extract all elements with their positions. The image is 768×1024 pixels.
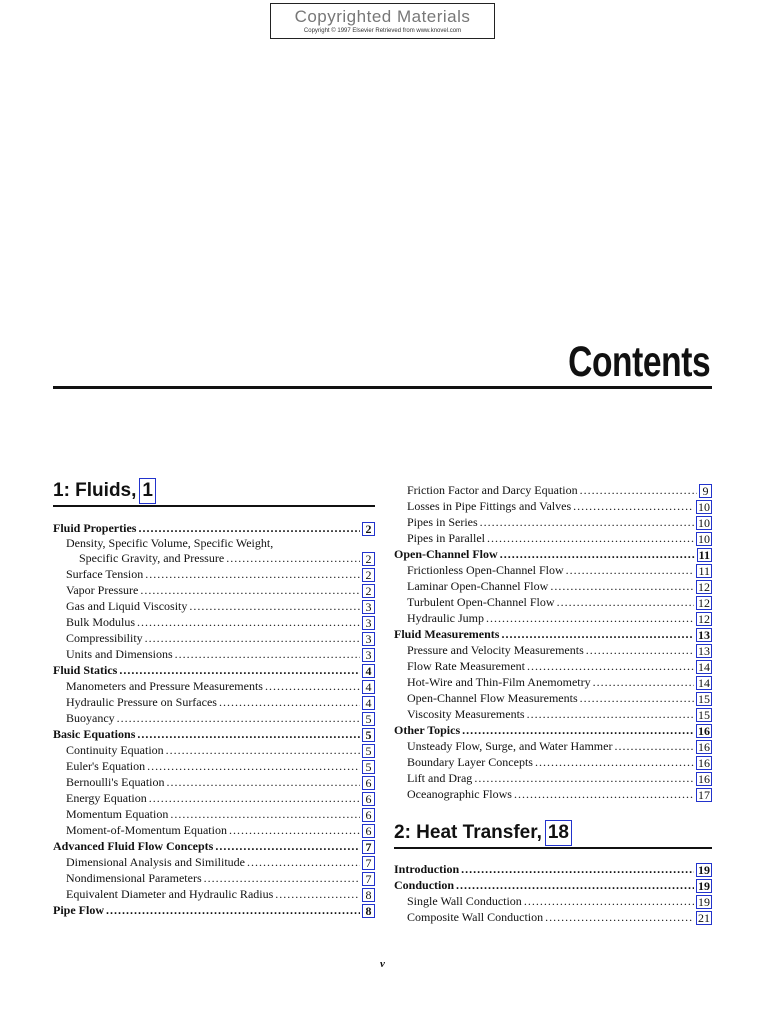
toc-page-link[interactable]: 10 <box>698 516 710 530</box>
toc-entry-title: Units and Dimensions <box>66 647 173 661</box>
toc-entry-title: Fluid Properties <box>53 521 137 535</box>
toc-page-link[interactable]: 7 <box>362 872 375 886</box>
toc-entry <box>53 822 375 838</box>
toc-entry <box>394 594 712 610</box>
toc-entry <box>53 694 375 710</box>
toc-entry-title: Hydraulic Pressure on Surfaces <box>66 695 217 709</box>
dot-leader <box>247 854 360 870</box>
toc-entry-title: Introduction <box>394 862 460 876</box>
toc-entry-title: Boundary Layer Concepts <box>407 755 533 769</box>
dot-leader <box>215 838 360 854</box>
dot-leader <box>137 726 360 742</box>
dot-leader <box>175 646 360 662</box>
toc-entry <box>53 614 375 630</box>
dot-leader <box>545 909 694 925</box>
toc-page-link[interactable]: 4 <box>362 664 375 678</box>
chapter-1-list <box>53 520 375 918</box>
toc-entry-title: Single Wall Conduction <box>407 894 522 908</box>
toc-page-link[interactable]: 15 <box>698 692 710 706</box>
dot-leader <box>535 754 694 770</box>
toc-entry-title: Nondimensional Parameters <box>66 871 202 885</box>
toc-entry-title: Basic Equations <box>53 727 136 741</box>
toc-page-link[interactable]: 8 <box>362 904 375 918</box>
toc-page-link[interactable]: 16 <box>698 756 710 770</box>
dot-leader <box>117 710 360 726</box>
toc-entry <box>394 754 712 770</box>
toc-entry-title: Surface Tension <box>66 567 144 581</box>
toc-page-link[interactable]: 10 <box>698 500 710 514</box>
toc-entry-title: Bernoulli's Equation <box>66 775 165 789</box>
toc-entry-title: Turbulent Open-Channel Flow <box>407 595 555 609</box>
dot-leader <box>461 861 694 877</box>
chapter-1-title: 1: Fluids, <box>53 480 137 501</box>
toc-entry <box>53 582 375 598</box>
toc-page-link[interactable]: 13 <box>698 628 710 642</box>
dot-leader <box>557 594 694 610</box>
toc-entry-title: Energy Equation <box>66 791 147 805</box>
toc-entry <box>53 630 375 646</box>
toc-entry-title: Friction Factor and Darcy Equation <box>407 483 578 497</box>
toc-page-link[interactable]: 5 <box>362 744 375 758</box>
toc-entry <box>394 610 712 626</box>
toc-entry-title: Density, Specific Volume, Specific Weight, <box>66 536 274 550</box>
toc-page-link[interactable]: 6 <box>362 808 375 822</box>
toc-entry <box>394 893 712 909</box>
toc-entry <box>394 909 712 925</box>
toc-page-link[interactable]: 11 <box>698 564 710 578</box>
toc-entry-title: Equivalent Diameter and Hydraulic Radius <box>66 887 274 901</box>
toc-page-link[interactable]: 21 <box>698 911 710 925</box>
dot-leader <box>229 822 360 838</box>
dot-leader <box>166 774 360 790</box>
chapter-2-heading <box>394 820 712 846</box>
toc-entry <box>53 678 375 694</box>
toc-entry <box>394 658 712 674</box>
toc-page-link[interactable]: 5 <box>362 712 375 726</box>
toc-entry-title: Unsteady Flow, Surge, and Water Hammer <box>407 739 613 753</box>
toc-page-link[interactable]: 3 <box>362 632 375 646</box>
dot-leader <box>566 562 695 578</box>
toc-entry <box>53 710 375 726</box>
toc-page-link[interactable]: 12 <box>698 596 710 610</box>
toc-page-link[interactable]: 10 <box>698 532 710 546</box>
toc-entry <box>53 806 375 822</box>
dot-leader <box>527 658 694 674</box>
dot-leader <box>462 722 694 738</box>
toc-page-link[interactable]: 12 <box>698 580 710 594</box>
toc-entry-title: Other Topics <box>394 723 461 737</box>
chapter-1-heading <box>53 478 375 504</box>
toc-page-link[interactable]: 8 <box>362 888 375 902</box>
toc-entry <box>394 642 712 658</box>
dot-leader <box>219 694 360 710</box>
toc-entry-title: Moment-of-Momentum Equation <box>66 823 227 837</box>
toc-page-link[interactable]: 19 <box>698 895 710 909</box>
toc-section-entry <box>394 861 712 877</box>
toc-entry <box>394 482 712 498</box>
toc-entry-title: Gas and Liquid Viscosity <box>66 599 188 613</box>
dot-leader <box>586 642 694 658</box>
dot-leader <box>500 546 695 562</box>
page-title: Contents <box>567 338 710 386</box>
toc-entry <box>394 738 712 754</box>
dot-leader <box>149 790 360 806</box>
toc-section-entry <box>394 722 712 738</box>
dot-leader <box>170 806 360 822</box>
toc-entry <box>394 770 712 786</box>
dot-leader <box>593 674 694 690</box>
toc-entry-title: Hot-Wire and Thin-Film Anemometry <box>407 675 591 689</box>
toc-page-link[interactable]: 12 <box>698 612 710 626</box>
toc-page-link[interactable]: 13 <box>698 644 710 658</box>
dot-leader <box>145 630 360 646</box>
dot-leader <box>106 902 360 918</box>
dot-leader <box>119 662 360 678</box>
chapter-1-page-link[interactable]: 1 <box>139 478 156 504</box>
dot-leader <box>480 514 694 530</box>
toc-entry-title: Viscosity Measurements <box>407 707 525 721</box>
toc-entry-title: Pipes in Parallel <box>407 531 485 545</box>
toc-entry <box>394 530 712 546</box>
dot-leader <box>514 786 694 802</box>
toc-left-column <box>53 478 375 918</box>
toc-entry <box>394 706 712 722</box>
toc-page-link[interactable]: 2 <box>362 552 375 566</box>
dot-leader <box>614 738 694 754</box>
toc-page-link[interactable]: 3 <box>362 600 375 614</box>
toc-page-link[interactable]: 5 <box>362 760 375 774</box>
toc-entry <box>53 566 375 582</box>
toc-entry-title: Compressibility <box>66 631 143 645</box>
dot-leader <box>140 582 360 598</box>
toc-entry-title: Flow Rate Measurement <box>407 659 525 673</box>
toc-entry-title: Laminar Open-Channel Flow <box>407 579 549 593</box>
toc-entry-title: Vapor Pressure <box>66 583 139 597</box>
toc-entry-title: Open-Channel Flow Measurements <box>407 691 578 705</box>
toc-entry-title: Oceanographic Flows <box>407 787 512 801</box>
toc-page-link[interactable]: 11 <box>698 548 710 562</box>
toc-entry <box>394 498 712 514</box>
dot-leader <box>456 877 694 893</box>
dot-leader <box>275 886 360 902</box>
toc-page-link[interactable]: 4 <box>362 680 375 694</box>
toc-entry-title: Composite Wall Conduction <box>407 910 544 924</box>
dot-leader <box>580 482 697 498</box>
toc-entry-title: Momentum Equation <box>66 807 169 821</box>
chapter-2-page-link[interactable]: 18 <box>545 820 572 846</box>
toc-page-link[interactable]: 3 <box>362 616 375 630</box>
dot-leader <box>527 706 694 722</box>
toc-entry-title: Pressure and Velocity Measurements <box>407 643 584 657</box>
toc-right-column <box>394 482 712 925</box>
toc-entry <box>394 690 712 706</box>
toc-page-link[interactable]: 2 <box>362 568 375 582</box>
toc-entry-title: Bulk Modulus <box>66 615 136 629</box>
copyright-title: Copyrighted Materials <box>294 7 471 26</box>
toc-entry <box>53 886 375 902</box>
dot-leader <box>138 520 360 536</box>
dot-leader <box>501 626 694 642</box>
toc-page-link[interactable]: 16 <box>698 772 710 786</box>
toc-entry <box>53 598 375 614</box>
toc-page-link[interactable]: 6 <box>362 824 375 838</box>
toc-page-link[interactable]: 7 <box>362 856 375 870</box>
toc-page-link[interactable]: 2 <box>362 584 375 598</box>
toc-page-link[interactable]: 5 <box>362 728 375 742</box>
toc-page-link[interactable]: 6 <box>362 792 375 806</box>
toc-entry <box>53 790 375 806</box>
dot-leader <box>147 758 360 774</box>
toc-entry <box>53 550 375 566</box>
toc-page-link[interactable]: 9 <box>699 484 712 498</box>
toc-entry-title: Advanced Fluid Flow Concepts <box>53 839 214 853</box>
toc-entry <box>53 742 375 758</box>
dot-leader <box>166 742 360 758</box>
dot-leader <box>580 690 694 706</box>
dot-leader <box>573 498 694 514</box>
toc-page-link[interactable]: 2 <box>362 522 375 536</box>
toc-section-entry <box>53 726 375 742</box>
dot-leader <box>189 598 360 614</box>
toc-entry-title: Hydraulic Jump <box>407 611 484 625</box>
toc-entry-title: Conduction <box>394 878 455 892</box>
dot-leader <box>474 770 694 786</box>
toc-page-link[interactable]: 4 <box>362 696 375 710</box>
toc-entry <box>53 854 375 870</box>
toc-entry-title: Fluid Measurements <box>394 627 500 641</box>
title-rule <box>53 386 712 389</box>
toc-page-link[interactable]: 19 <box>698 879 710 893</box>
dot-leader <box>204 870 360 886</box>
dot-leader <box>550 578 694 594</box>
chapter-1-continued-list <box>394 482 712 802</box>
toc-entry-title: Lift and Drag <box>407 771 473 785</box>
toc-entry-title: Fluid Statics <box>53 663 118 677</box>
toc-page-link[interactable]: 6 <box>362 776 375 790</box>
toc-entry <box>53 870 375 886</box>
toc-page-link[interactable]: 14 <box>698 660 710 674</box>
toc-entry <box>394 514 712 530</box>
toc-entry <box>53 758 375 774</box>
toc-entry-title: Specific Gravity, and Pressure <box>79 551 225 565</box>
toc-page-link[interactable]: 16 <box>698 724 710 738</box>
toc-section-entry <box>53 838 375 854</box>
dot-leader <box>145 566 360 582</box>
toc-page-link[interactable]: 19 <box>698 863 710 877</box>
toc-page-link[interactable]: 3 <box>362 648 375 662</box>
chapter-2-list <box>394 861 712 925</box>
toc-entry-title: Continuity Equation <box>66 743 164 757</box>
toc-entry-title: Euler's Equation <box>66 759 146 773</box>
dot-leader <box>265 678 360 694</box>
toc-entry <box>53 774 375 790</box>
copyright-banner <box>270 3 495 39</box>
toc-entry-title: Pipes in Series <box>407 515 478 529</box>
page-number: v <box>380 958 385 970</box>
toc-section-entry <box>53 902 375 918</box>
toc-section-entry <box>53 520 375 536</box>
copyright-line: Copyright © 1997 Elsevier Retrieved from www.knovel.com <box>303 28 462 34</box>
toc-section-entry <box>53 662 375 678</box>
toc-entry <box>53 646 375 662</box>
toc-entry <box>394 578 712 594</box>
dot-leader <box>524 893 694 909</box>
dot-leader <box>486 610 694 626</box>
toc-entry <box>394 562 712 578</box>
dot-leader <box>226 550 360 566</box>
toc-entry <box>394 786 712 802</box>
dot-leader <box>487 530 694 546</box>
chapter-2-title: 2: Heat Transfer, <box>394 822 542 843</box>
toc-entry-title: Frictionless Open-Channel Flow <box>407 563 564 577</box>
toc-entry-title: Dimensional Analysis and Similitude <box>66 855 245 869</box>
toc-entry-title: Manometers and Pressure Measurements <box>66 679 263 693</box>
toc-entry-title: Buoyancy <box>66 711 115 725</box>
toc-page-link[interactable]: 17 <box>698 788 710 802</box>
toc-page-link[interactable]: 14 <box>698 676 710 690</box>
dot-leader <box>137 614 360 630</box>
toc-section-entry <box>394 626 712 642</box>
toc-page-link[interactable]: 16 <box>698 740 710 754</box>
toc-entry-title: Losses in Pipe Fittings and Valves <box>407 499 572 513</box>
toc-entry <box>394 674 712 690</box>
toc-page-link[interactable]: 15 <box>698 708 710 722</box>
toc-section-entry <box>394 546 712 562</box>
toc-page-link[interactable]: 7 <box>362 840 375 854</box>
toc-section-entry <box>394 877 712 893</box>
toc-entry-title: Open-Channel Flow <box>394 547 498 561</box>
toc-entry <box>53 536 375 550</box>
toc-entry-title: Pipe Flow <box>53 903 104 917</box>
